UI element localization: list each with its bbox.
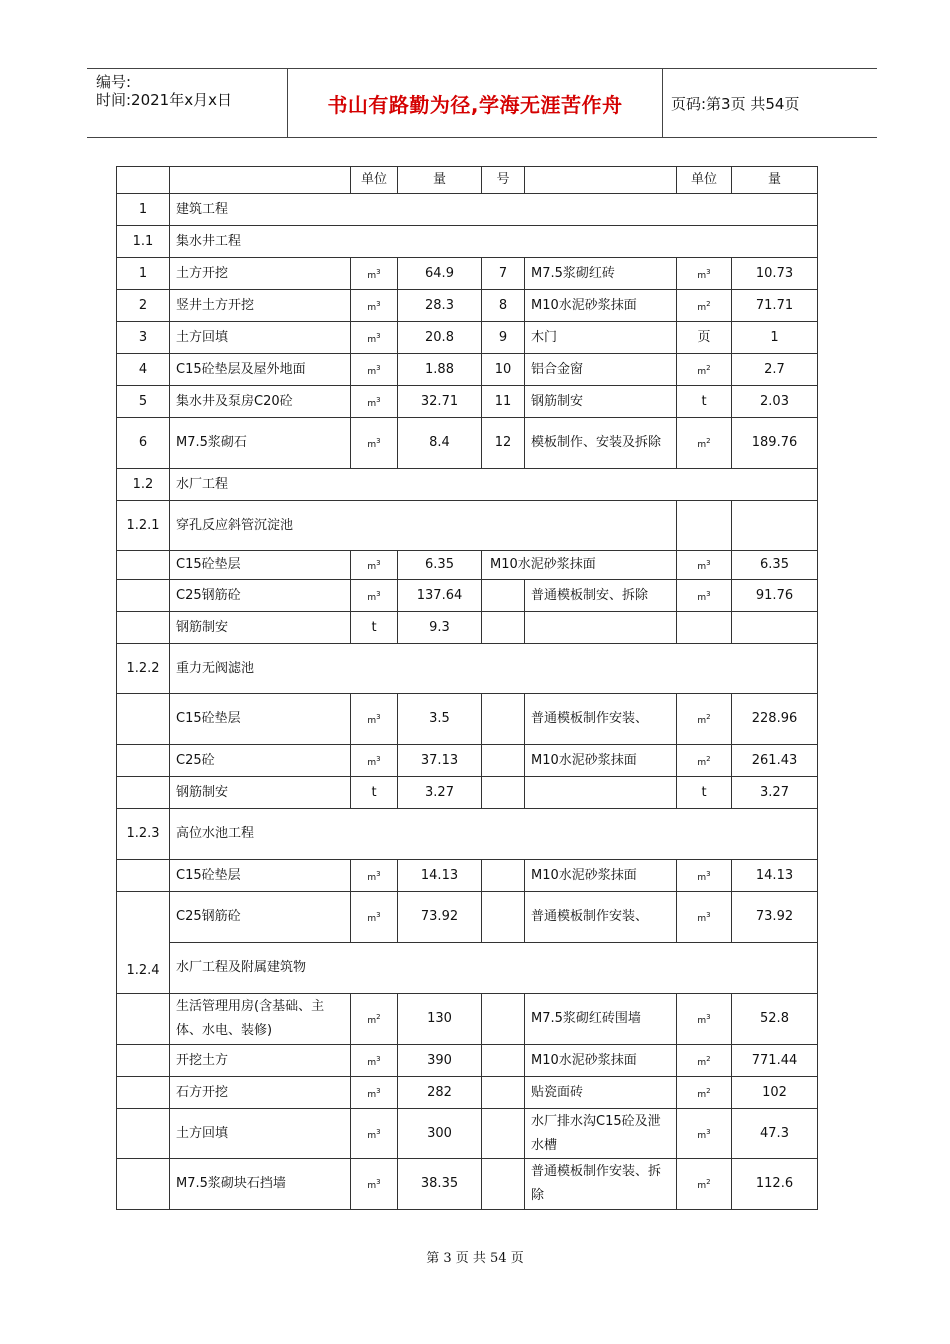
row-number: 10 xyxy=(482,354,525,386)
quantity-cell: 228.96 xyxy=(732,694,818,745)
empty-cell xyxy=(117,1109,170,1159)
unit-cell: $m^2$ xyxy=(677,745,732,777)
quantity-cell: 71.71 xyxy=(732,290,818,322)
item-name: 普通模板制作安装、拆除 xyxy=(525,1159,677,1210)
header-cell xyxy=(170,167,351,194)
header-page-cell xyxy=(663,69,877,137)
table-row xyxy=(117,745,818,777)
item-name: M10水泥砂浆抹面 xyxy=(482,551,677,580)
header-cell xyxy=(525,167,677,194)
empty-cell xyxy=(482,860,525,892)
section-row xyxy=(117,501,818,551)
item-name: C15砼垫层 xyxy=(170,551,351,580)
section-row xyxy=(117,943,818,994)
row-number: 5 xyxy=(117,386,170,418)
quantity-cell: 64.9 xyxy=(398,258,482,290)
quantity-cell: 390 xyxy=(398,1045,482,1077)
table-row xyxy=(117,1159,818,1210)
table-row xyxy=(117,860,818,892)
section-title: 穿孔反应斜管沉淀池 xyxy=(170,501,677,551)
row-number: 8 xyxy=(482,290,525,322)
item-name: 水厂排水沟C15砼及泄水槽 xyxy=(525,1109,677,1159)
unit-cell: $m^2$ xyxy=(351,994,398,1045)
row-number: 6 xyxy=(117,418,170,469)
header-meta xyxy=(87,69,287,137)
quantity-cell: 3.27 xyxy=(398,777,482,809)
section-title: 水厂工程 xyxy=(170,469,818,501)
row-number: 11 xyxy=(482,386,525,418)
quantity-cell: 189.76 xyxy=(732,418,818,469)
quantity-cell: 32.71 xyxy=(398,386,482,418)
empty-cell xyxy=(732,612,818,644)
unit-cell: t xyxy=(677,386,732,418)
quantity-cell: 38.35 xyxy=(398,1159,482,1210)
item-name: M10水泥砂浆抹面 xyxy=(525,290,677,322)
section-title: 建筑工程 xyxy=(170,194,818,226)
item-name: 普通模板制作安装、 xyxy=(525,694,677,745)
row-number: 2 xyxy=(117,290,170,322)
item-name: C25钢筋砼 xyxy=(170,892,351,943)
empty-cell xyxy=(677,612,732,644)
quantity-cell: 8.4 xyxy=(398,418,482,469)
quantity-cell: 14.13 xyxy=(732,860,818,892)
unit-cell: $m^3$ xyxy=(351,1077,398,1109)
quantity-cell: 6.35 xyxy=(398,551,482,580)
item-name: M7.5浆砌红砖 xyxy=(525,258,677,290)
quantity-cell: 20.8 xyxy=(398,322,482,354)
unit-cell: $m^3$ xyxy=(351,745,398,777)
date-label: 时间:2021年x月x日 xyxy=(96,91,232,109)
item-name: 钢筋制安 xyxy=(170,612,351,644)
unit-cell: $m^3$ xyxy=(351,860,398,892)
item-name: 土方开挖 xyxy=(170,258,351,290)
item-name: C15砼垫层 xyxy=(170,694,351,745)
item-name: 竖井土方开挖 xyxy=(170,290,351,322)
quantity-cell: 3.5 xyxy=(398,694,482,745)
quantity-cell: 73.92 xyxy=(398,892,482,943)
quantity-cell: 14.13 xyxy=(398,860,482,892)
section-row xyxy=(117,469,818,501)
empty-cell xyxy=(117,694,170,745)
section-row xyxy=(117,644,818,694)
table-row xyxy=(117,694,818,745)
quantity-cell: 300 xyxy=(398,1109,482,1159)
section-row xyxy=(117,809,818,860)
quantity-cell: 28.3 xyxy=(398,290,482,322)
unit-cell: $m^3$ xyxy=(677,580,732,612)
table-row xyxy=(117,580,818,612)
row-number: 3 xyxy=(117,322,170,354)
table-row xyxy=(117,354,818,386)
unit-cell: $m^3$ xyxy=(351,354,398,386)
unit-cell: t xyxy=(351,612,398,644)
item-name: 普通模板制作安装、 xyxy=(525,892,677,943)
quantity-cell: 2.03 xyxy=(732,386,818,418)
quantity-cell: 3.27 xyxy=(732,777,818,809)
row-number: 4 xyxy=(117,354,170,386)
table-row xyxy=(117,386,818,418)
unit-cell: $m^3$ xyxy=(677,551,732,580)
item-name: M10水泥砂浆抹面 xyxy=(525,745,677,777)
unit-cell: $m^3$ xyxy=(351,258,398,290)
page-code: 页码:第3页 共54页 xyxy=(671,94,800,113)
empty-cell xyxy=(732,501,818,551)
item-name: C15砼垫层 xyxy=(170,860,351,892)
header-motto-cell xyxy=(287,69,663,137)
table-row xyxy=(117,418,818,469)
unit-cell: $m^2$ xyxy=(677,1045,732,1077)
unit-cell: $m^3$ xyxy=(351,1045,398,1077)
item-name: 生活管理用房(含基础、主体、水电、装修) xyxy=(170,994,351,1045)
unit-cell: $m^2$ xyxy=(677,1077,732,1109)
unit-cell: $m^3$ xyxy=(351,1159,398,1210)
table-row xyxy=(117,1045,818,1077)
item-name: C25钢筋砼 xyxy=(170,580,351,612)
quantity-cell: 771.44 xyxy=(732,1045,818,1077)
motto-text: 书山有路勤为径,学海无涯苦作舟 xyxy=(327,92,623,117)
unit-cell: $m^3$ xyxy=(351,290,398,322)
unit-cell: $m^3$ xyxy=(677,994,732,1045)
section-title: 高位水池工程 xyxy=(170,809,818,860)
quantity-cell: 130 xyxy=(398,994,482,1045)
unit-cell: $m^2$ xyxy=(677,1159,732,1210)
section-row xyxy=(117,194,818,226)
unit-cell: $m^3$ xyxy=(677,860,732,892)
row-number: 7 xyxy=(482,258,525,290)
empty-cell xyxy=(117,777,170,809)
empty-cell xyxy=(117,994,170,1045)
section-title: 水厂工程及附属建筑物 xyxy=(170,943,818,994)
item-name: 贴瓷面砖 xyxy=(525,1077,677,1109)
empty-cell xyxy=(117,1045,170,1077)
header-cell-unit: 单位 xyxy=(351,167,398,194)
empty-cell xyxy=(482,745,525,777)
page-header xyxy=(87,68,877,138)
empty-cell xyxy=(482,994,525,1045)
quantity-cell: 1.88 xyxy=(398,354,482,386)
header-cell xyxy=(117,167,170,194)
empty-cell xyxy=(482,1077,525,1109)
empty-cell xyxy=(525,612,677,644)
section-title: 集水井工程 xyxy=(170,226,818,258)
empty-cell xyxy=(482,694,525,745)
section-number: 1.2.2 xyxy=(117,644,170,694)
empty-cell xyxy=(482,1045,525,1077)
empty-cell xyxy=(117,860,170,892)
item-name: 土方回填 xyxy=(170,1109,351,1159)
empty-cell xyxy=(525,777,677,809)
table-header-row xyxy=(117,167,818,194)
section-row xyxy=(117,226,818,258)
quantity-cell: 37.13 xyxy=(398,745,482,777)
quantity-cell: 112.6 xyxy=(732,1159,818,1210)
header-cell-quantity: 量 xyxy=(398,167,482,194)
item-name: 钢筋制安 xyxy=(170,777,351,809)
unit-cell: $m^3$ xyxy=(351,892,398,943)
unit-cell: t xyxy=(677,777,732,809)
unit-cell: $m^3$ xyxy=(351,551,398,580)
table-row xyxy=(117,892,818,943)
item-name: 模板制作、安装及拆除 xyxy=(525,418,677,469)
section-number: 1.2.4 xyxy=(117,892,170,994)
item-name: 开挖土方 xyxy=(170,1045,351,1077)
unit-cell: $m^3$ xyxy=(351,694,398,745)
unit-cell: $m^3$ xyxy=(677,1109,732,1159)
table-row xyxy=(117,994,818,1045)
unit-cell: $m^3$ xyxy=(351,580,398,612)
unit-cell: $m^2$ xyxy=(677,418,732,469)
quantity-cell: 1 xyxy=(732,322,818,354)
empty-cell xyxy=(117,580,170,612)
empty-cell xyxy=(482,612,525,644)
empty-cell xyxy=(677,501,732,551)
header-cell-unit: 单位 xyxy=(677,167,732,194)
row-number: 12 xyxy=(482,418,525,469)
section-title: 重力无阀滤池 xyxy=(170,644,818,694)
unit-cell: $m^3$ xyxy=(677,892,732,943)
table-row xyxy=(117,322,818,354)
table-row xyxy=(117,551,818,580)
quantity-cell: 137.64 xyxy=(398,580,482,612)
item-name: C15砼垫层及屋外地面 xyxy=(170,354,351,386)
page-footer: 第 3 页 共 54 页 xyxy=(426,1251,524,1266)
unit-cell: $m^3$ xyxy=(351,322,398,354)
item-name: 木门 xyxy=(525,322,677,354)
unit-cell: $m^3$ xyxy=(351,1109,398,1159)
empty-cell xyxy=(117,745,170,777)
empty-cell xyxy=(482,1159,525,1210)
unit-cell: $m^3$ xyxy=(351,418,398,469)
item-name: 集水井及泵房C20砼 xyxy=(170,386,351,418)
quantity-cell: 282 xyxy=(398,1077,482,1109)
empty-cell xyxy=(482,1109,525,1159)
empty-cell xyxy=(117,1077,170,1109)
quantity-cell: 6.35 xyxy=(732,551,818,580)
quantity-cell: 73.92 xyxy=(732,892,818,943)
section-number: 1 xyxy=(117,194,170,226)
quantity-cell: 47.3 xyxy=(732,1109,818,1159)
unit-cell: $m^3$ xyxy=(677,258,732,290)
empty-cell xyxy=(117,1159,170,1210)
unit-cell: $m^2$ xyxy=(677,290,732,322)
quantity-cell: 2.7 xyxy=(732,354,818,386)
header-cell-number: 号 xyxy=(482,167,525,194)
quantity-cell: 91.76 xyxy=(732,580,818,612)
quantity-cell: 261.43 xyxy=(732,745,818,777)
item-name: M7.5浆砌石 xyxy=(170,418,351,469)
empty-cell xyxy=(482,580,525,612)
item-name: 土方回填 xyxy=(170,322,351,354)
table-row xyxy=(117,612,818,644)
table-row xyxy=(117,777,818,809)
item-name: 普通模板制安、拆除 xyxy=(525,580,677,612)
serial-number-label: 编号: xyxy=(96,73,132,91)
section-number: 1.2.3 xyxy=(117,809,170,860)
section-number: 1.2.1 xyxy=(117,501,170,551)
empty-cell xyxy=(117,551,170,580)
unit-cell: $m^2$ xyxy=(677,354,732,386)
unit-cell: $m^2$ xyxy=(677,694,732,745)
quantity-cell: 10.73 xyxy=(732,258,818,290)
section-number: 1.1 xyxy=(117,226,170,258)
unit-cell: 页 xyxy=(677,322,732,354)
table-row xyxy=(117,258,818,290)
empty-cell xyxy=(482,892,525,943)
item-name: M7.5浆砌块石挡墙 xyxy=(170,1159,351,1210)
header-cell-quantity: 量 xyxy=(732,167,818,194)
item-name: 石方开挖 xyxy=(170,1077,351,1109)
empty-cell xyxy=(482,777,525,809)
row-number: 9 xyxy=(482,322,525,354)
section-number: 1.2 xyxy=(117,469,170,501)
quantity-cell: 9.3 xyxy=(398,612,482,644)
quantity-cell: 102 xyxy=(732,1077,818,1109)
item-name: M7.5浆砌红砖围墙 xyxy=(525,994,677,1045)
item-name: M10水泥砂浆抹面 xyxy=(525,860,677,892)
quantity-table xyxy=(116,166,818,1210)
row-number: 1 xyxy=(117,258,170,290)
item-name: 钢筋制安 xyxy=(525,386,677,418)
table-row xyxy=(117,1077,818,1109)
empty-cell xyxy=(117,612,170,644)
item-name: 铝合金窗 xyxy=(525,354,677,386)
item-name: C25砼 xyxy=(170,745,351,777)
quantity-cell: 52.8 xyxy=(732,994,818,1045)
table-row xyxy=(117,290,818,322)
unit-cell: $m^3$ xyxy=(351,386,398,418)
table-row xyxy=(117,1109,818,1159)
item-name: M10水泥砂浆抹面 xyxy=(525,1045,677,1077)
unit-cell: t xyxy=(351,777,398,809)
